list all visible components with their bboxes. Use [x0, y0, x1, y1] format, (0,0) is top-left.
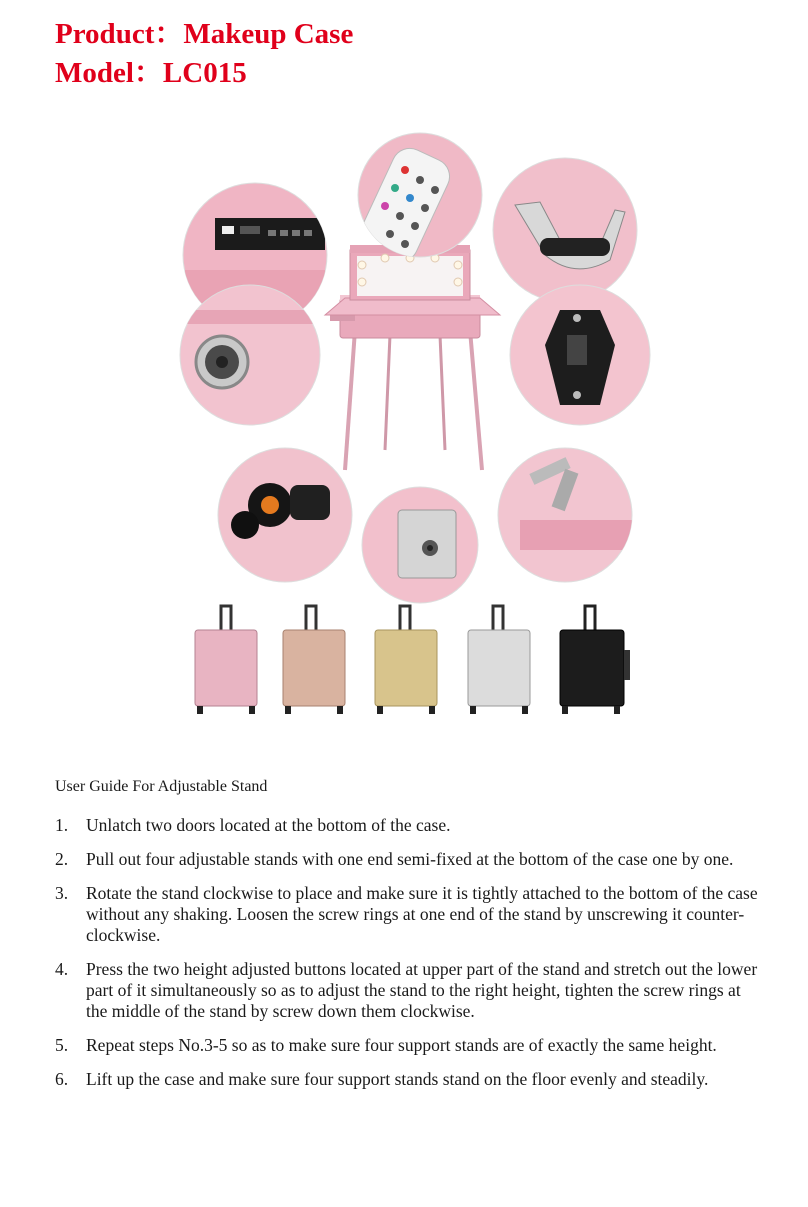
model-title: Model：LC015 [55, 57, 247, 89]
hinge-detail [498, 448, 640, 582]
step-number: 5. [55, 1035, 69, 1055]
product-title: Product：Makeup Case [55, 18, 354, 50]
color-variants [195, 606, 630, 714]
variant-silver [468, 606, 530, 714]
handle-detail [493, 158, 637, 302]
guide-heading: User Guide For Adjustable Stand [55, 778, 268, 795]
wheel-detail [218, 448, 352, 582]
step-number: 2. [55, 849, 69, 869]
product-figure [0, 130, 808, 750]
step-number: 4. [55, 959, 69, 979]
step-text: Lift up the case and make sure four support stands stand on the floor evenly and steadily. [86, 1069, 709, 1089]
step-text: Rotate the stand clockwise to place and make sure it is tightly attached to the bottom of the case without any shaking. Loosen the screw rings at one end of the stand by unscrewing it counter-clockwise. [86, 883, 758, 945]
step-item [55, 1069, 760, 1090]
step-item [55, 959, 760, 1022]
lock-detail [510, 285, 650, 425]
variant-rose-gold [283, 606, 345, 714]
step-item [55, 815, 760, 836]
step-text: Unlatch two doors located at the bottom of the case. [86, 815, 451, 835]
step-item [55, 883, 760, 946]
step-item [55, 1035, 760, 1056]
step-text: Pull out four adjustable stands with one end semi-fixed at the bottom of the case one by one. [86, 849, 734, 869]
step-number: 1. [55, 815, 69, 835]
step-text: Press the two height adjusted buttons located at upper part of the stand and stretch out the lower part of it simultaneously so as to adjust the stand to the right height, tighten the screw rings at the middle of the stand by screw down them clockwise. [86, 959, 758, 1021]
guide-steps [55, 815, 760, 1103]
makeup-case-illustration [325, 245, 500, 470]
variant-gold [375, 606, 437, 714]
step-number: 3. [55, 883, 69, 903]
step-item [55, 849, 760, 870]
step-text: Repeat steps No.3-5 so as to make sure four support stands are of exactly the same height. [86, 1035, 717, 1055]
speaker-detail [180, 285, 320, 425]
variant-black [560, 606, 630, 714]
variant-pink [195, 606, 257, 714]
step-number: 6. [55, 1069, 69, 1089]
lock-button-detail [362, 487, 478, 603]
